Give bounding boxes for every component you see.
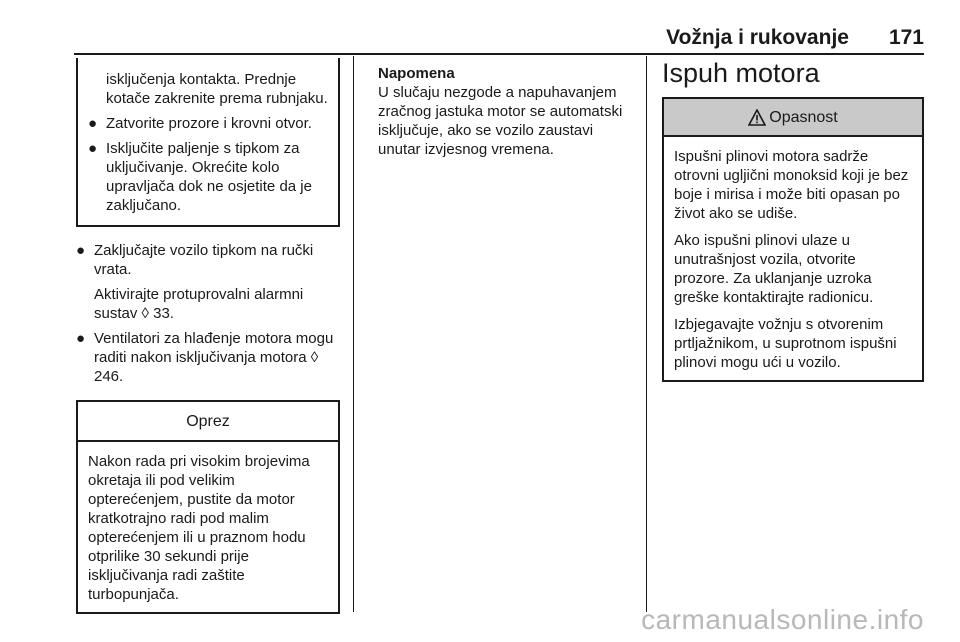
- left-column: [76, 58, 340, 614]
- watermark: carmanualsonline.info: [641, 604, 924, 635]
- list-item: ● Zatvorite prozore i krovni otvor.: [88, 115, 312, 132]
- column-divider-right: [646, 56, 647, 612]
- bullet-icon: ●: [88, 140, 98, 157]
- list-item: ● Ventilatori za hlađenje motora mogu raditi nakon isključivanja motora ◊ 246.: [76, 330, 334, 385]
- column-divider-left: [353, 56, 354, 612]
- danger-box: [662, 97, 924, 382]
- bullet-icon: ●: [76, 330, 86, 347]
- middle-column: [378, 64, 636, 159]
- reference-arrow-icon: ◊: [141, 305, 149, 322]
- continued-box: [76, 58, 340, 227]
- bullet-icon: ●: [88, 115, 98, 132]
- reference-arrow-icon: ◊: [310, 349, 319, 366]
- note-title: Napomena: [378, 65, 455, 82]
- caution-title: Oprez: [78, 402, 338, 442]
- list-item: ● Zaključajte vozilo tipkom na ručki vrata.: [76, 242, 314, 278]
- caution-text: Nakon rada pri visokim brojevima okretaja ili pod velikim opterećenjem, pustite da motor kratkotrajno radi pod malim opterećenjem ili u praznom hodu otprilike 30 sekundi prije isključivanja radi zaštite turbopunjača.: [88, 453, 310, 603]
- sub-paragraph: Aktivirajte protuprovalni alarmni sustav ◊ 33.: [94, 286, 304, 322]
- page-number: 171: [888, 26, 924, 49]
- header-rule: [74, 53, 924, 55]
- caution-box: [76, 400, 340, 614]
- page-header: [44, 26, 924, 52]
- note-text: U slučaju nezgode a napuhavanjem zračnog jastuka motor se automatski isključuje, ako se vozilo zaustavi unutar izvjesnog vremena.: [378, 84, 623, 158]
- danger-paragraph: Ako ispušni plinovi ulaze u unutrašnjost vozila, otvorite prozore. Za uklanjanje uzroka greške kontaktirajte radionicu.: [674, 232, 874, 306]
- danger-paragraph: Izbjegavajte vožnju s otvorenim prtljažnikom, u suprotnom ispušni plinovi mogu ući u vozilo.: [674, 316, 897, 371]
- list-item: ● Isključite paljenje s tipkom za uključivanje. Okrećite kolo upravljača dok ne osjetite da je zaključano.: [88, 140, 312, 214]
- danger-paragraph: Ispušni plinovi motora sadrže otrovni ugljični monoksid koji je bez boje i mirisa i može biti opasan po život ako se udiše.: [674, 148, 909, 222]
- danger-header: [664, 99, 922, 137]
- section-title: Ispuh motora: [662, 58, 820, 88]
- danger-title: Opasnost: [769, 108, 838, 126]
- right-column: [662, 58, 924, 382]
- bullet-icon: ●: [76, 242, 86, 259]
- chapter-title: Vožnja i rukovanje: [666, 26, 849, 49]
- continued-text: isključenja kontakta. Prednje kotače zakrenite prema rubnjaku.: [106, 71, 328, 107]
- warning-icon: [748, 109, 766, 126]
